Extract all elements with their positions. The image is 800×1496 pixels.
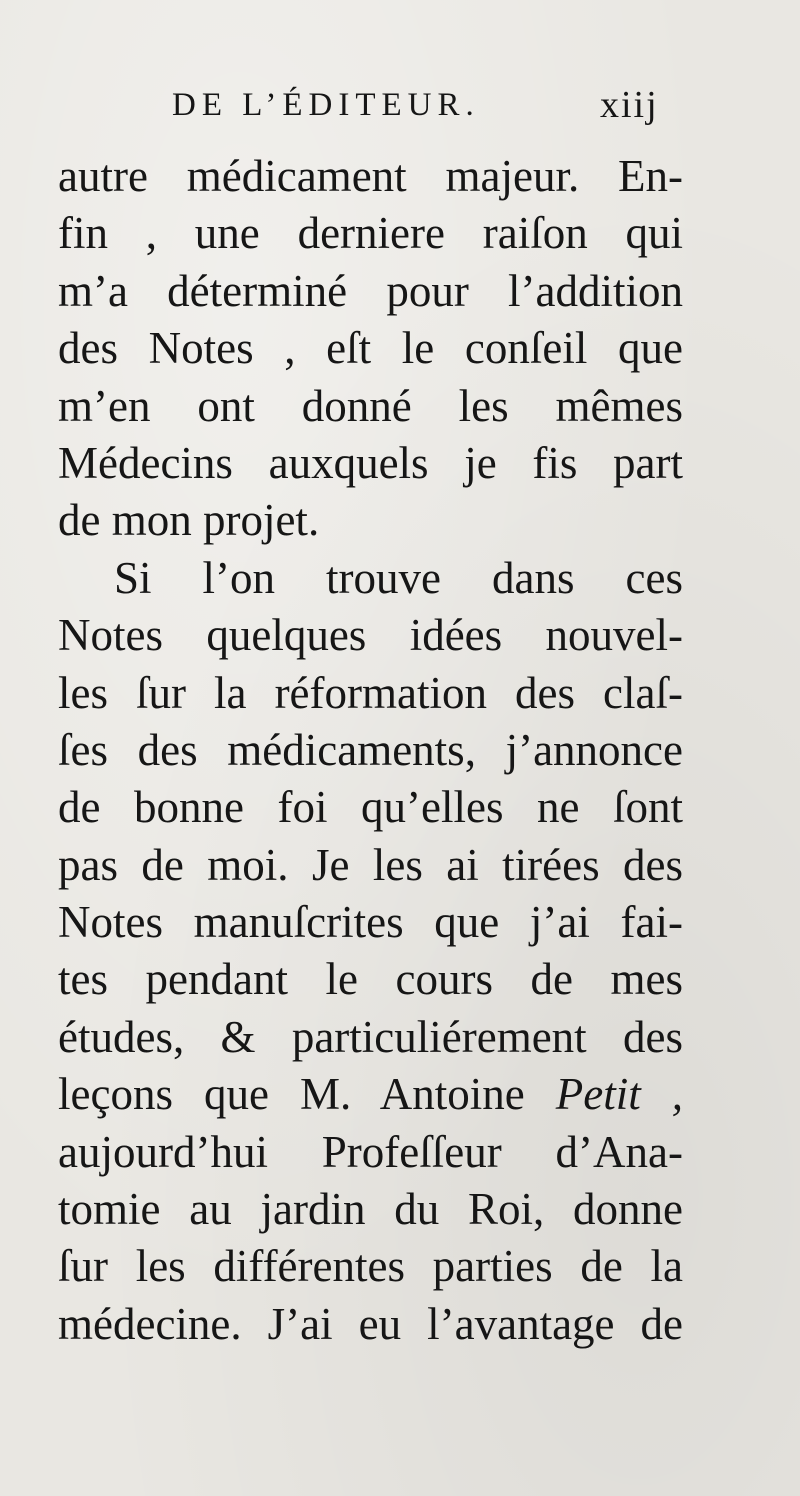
text-line-8: Si l’on trouve dans ces	[114, 552, 683, 603]
text-line-3: m’a déterminé pour l’addition	[58, 265, 683, 316]
text-line-17	[58, 1066, 683, 1123]
text-line-19: tomie au jardin du Roi, donne	[58, 1184, 683, 1235]
running-head-title: DE L’ÉDITEUR.	[172, 87, 480, 123]
text-line-1: autre médicament majeur. En-	[58, 151, 683, 201]
text-line-7: de mon projet.	[58, 495, 320, 546]
text-line-5: m’en ont donné les mêmes	[58, 380, 683, 431]
text-line-12: de bonne foi qu’elles ne ſont	[58, 782, 683, 833]
text-line-10: les ſur la réformation des claſ-	[58, 667, 683, 718]
text-line-9: Notes quelques idées nouvel-	[58, 610, 683, 661]
text-line-16: études, & particuliérement des	[58, 1011, 683, 1062]
text-line-2: fin , une derniere raiſon qui	[58, 208, 683, 259]
text-line-11: ſes des médicaments, j’annonce	[58, 724, 683, 775]
body-text	[58, 148, 683, 1353]
text-line-15: tes pendant le cours de mes	[58, 954, 683, 1005]
text-line-18: aujourd’hui Profeſſeur d’Ana-	[58, 1126, 683, 1177]
page-number: xiij	[600, 84, 659, 126]
italic-name-petit: Petit ,	[555, 1069, 683, 1120]
text-line-17-roman: leçons que M. Antoine	[58, 1069, 525, 1120]
text-line-13: pas de moi. Je les ai tirées des	[58, 839, 683, 890]
text-line-4: des Notes , eſt le conſeil que	[58, 323, 683, 374]
text-line-21: médecine. J’ai eu l’avantage de	[58, 1298, 683, 1349]
running-head	[0, 80, 800, 130]
text-line-20: ſur les différentes parties de la	[58, 1241, 683, 1292]
text-line-14: Notes manuſcrites que j’ai fai-	[58, 897, 683, 948]
text-line-6: Médecins auxquels je fis part	[58, 437, 683, 488]
